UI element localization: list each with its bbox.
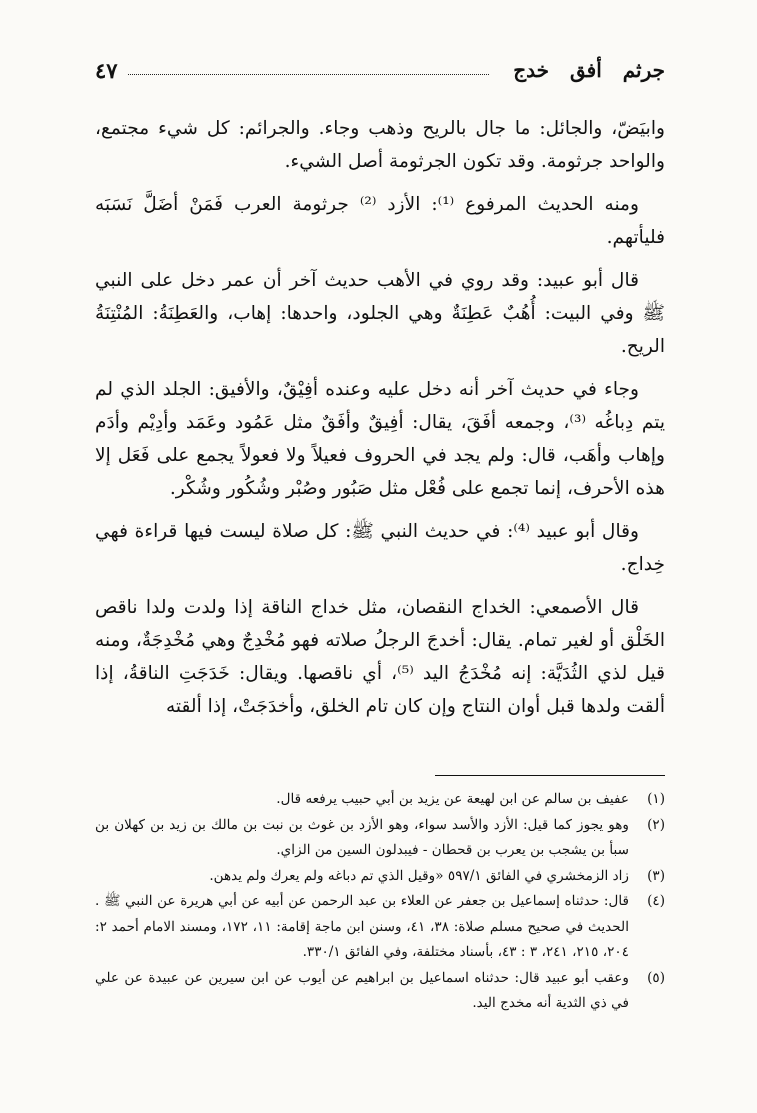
footnote-text: عفيف بن سالم عن ابن لهيعة عن يزيد بن أبي حبيب يرفعه قال. (276, 791, 629, 807)
paragraph: وابيَضّ، والجائل: ما جال بالريح وذهب وجاء. والجرائم: كل شيء مجتمع، والواحد جرثومة. وقد تكون الجرثومة أصل الشيء. (95, 118, 665, 172)
paragraph: قال الأصمعي: الخداج النقصان، مثل خداج الناقة إذا ولدت ولدا ناقص الخَلْق أو لغير تمام. يقال: أخدجَ الرجلُ صلاته فهو مُخْدِجٌ وهي مُخْدِجَةٌ، ومنه قيل لذي الثُدَيَّة: إنه مُخْدَجُ اليد ⁽⁵⁾، أي ناقصها. ويقال: خَدَجَتِ الناقةُ، إذا ألقت ولدها قبل أوان النتاج وإن كان تام الخلق، وأخدَجَتْ، إذا ألقته (95, 597, 665, 717)
paragraph: وجاء في حديث آخر أنه دخل عليه وعنده أفِيْقٌ، والأفيق: الجلد الذي لم يتم دِباغُه ⁽³⁾، وجمعه أفَقَ، يقال: أفِيقٌ وأفَقٌ مثل عَمُود وعَمَد وأدِيْم وأدَم وإهاب وأهَب، قال: ولم يجد في الحروف فعيلاً ولا فعولاً يجمع على فَعَل إلا هذه الأحرف، إنما تجمع على فُعْل مثل صَبُور وصُبْر وشُكُور وشُكْر. (95, 379, 665, 499)
page-number: ٤٧ (95, 57, 118, 83)
paragraph: قال أبو عبيد: وقد روي في الأهب حديث آخر أن عمر دخل على النبي ﷺ وفي البيت: أُهُبٌ عَطِنَةٌ وهي الجلود، واحدها: إهاب، والعَطِنَةُ: المُنْتِنَةُ الريح. (95, 270, 665, 357)
footnote-number: (٢) (647, 816, 665, 833)
footnote (95, 787, 665, 813)
footnote (95, 966, 665, 1017)
header-word: خدج (513, 58, 549, 82)
footnote-number: (٤) (647, 893, 665, 909)
footnote-number: (١) (647, 791, 665, 807)
footnote-number: (٣) (647, 867, 665, 884)
footnote-separator (435, 775, 665, 776)
footnote-number: (٥) (647, 969, 665, 986)
main-text (95, 112, 665, 733)
paragraph: وقال أبو عبيد ⁽⁴⁾: في حديث النبي ﷺ: كل صلاة ليست فيها قراءة فهي خِداج. (95, 521, 665, 575)
footnote-text: قال: حدثناه إسماعيل بن جعفر عن العلاء بن عبد الرحمن عن أبيه عن أبي هريرة عن النبي ﷺ . الحديث في صحيح مسلم صلاة: ٣٨، ٤١، وسنن ابن ماجة إقامة: ١١، ١٧٢، ومسند الامام أحمد ٢: ٢٠٤، ٢١٥، ٢٤١، ٣ : ٤٣، بأسناد مختلفة، وفي الفائق ٣٣٠/١. (95, 893, 629, 960)
footnote (95, 864, 665, 890)
header-dotted-rule (128, 74, 490, 75)
header-entry-words (499, 58, 665, 82)
page-header (95, 56, 665, 84)
header-word: جرثم (622, 58, 665, 82)
footnote-text: وهو يجوز كما قيل: الأزد والأسد سواء، وهو الأزد بن غوث بن نبت بن مالك بن زيد بن كهلان بن سبأ بن يشجب بن يعرب بن قحطان - فيبدلون السين من الزاي. (95, 816, 629, 858)
footnote-text: وعقب أبو عبيد قال: حدثناه اسماعيل بن ابراهيم عن أيوب عن ابن سيرين عن عبيدة عن علي في ذي الثدية أنه مخدج اليد. (95, 969, 629, 1011)
header-word: أفق (569, 58, 602, 82)
footnote-text: زاد الزمخشري في الفائق ٥٩٧/١ «وقيل الذي تم دباغه ولم يعرك ولم يدهن. (209, 867, 629, 884)
footnotes (95, 787, 665, 1017)
footnote (95, 813, 665, 864)
footnote (95, 889, 665, 966)
paragraph: ومنه الحديث المرفوع ⁽¹⁾: الأزد ⁽²⁾ جرثومة العرب فَمَنْ أضَلَّ نَسَبَه فليأتهم. (95, 194, 665, 248)
